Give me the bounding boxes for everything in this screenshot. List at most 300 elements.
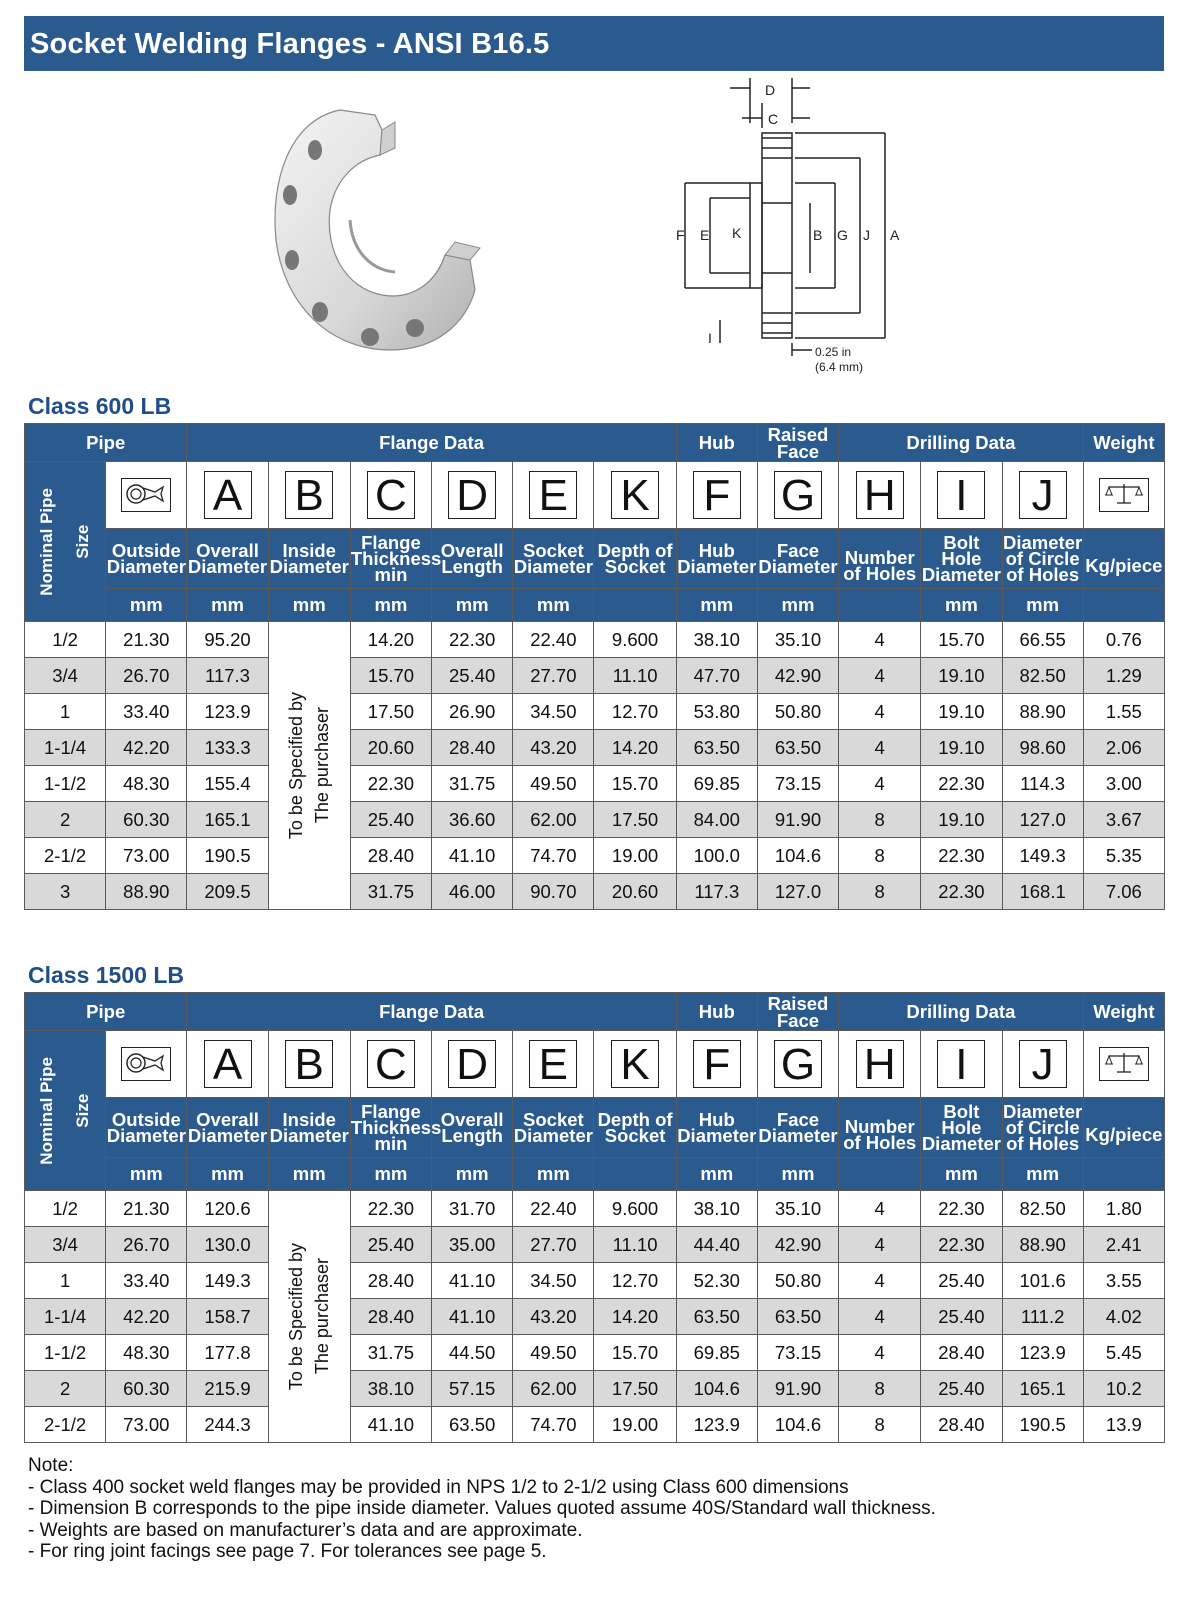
dimension-letter: J xyxy=(1019,1040,1067,1088)
table-cell: 209.5 xyxy=(187,874,268,910)
table-cell: 35.00 xyxy=(432,1227,513,1263)
flange-cross-section-drawing xyxy=(676,78,960,388)
class-600-table xyxy=(24,423,1165,910)
dimension-letter: H xyxy=(856,1040,904,1088)
table-cell: 22.40 xyxy=(513,622,594,658)
table-cell: 28.40 xyxy=(350,1299,431,1335)
table-cell: 9.600 xyxy=(594,1191,676,1227)
dimension-letter: J xyxy=(1019,471,1067,519)
table-cell: 25.40 xyxy=(432,658,513,694)
table-cell: 22.30 xyxy=(921,1227,1002,1263)
unit-cell: mm xyxy=(1002,1158,1083,1191)
header-weight: Weight xyxy=(1083,993,1164,1031)
table-cell: 2-1/2 xyxy=(25,838,106,874)
table-cell: 28.40 xyxy=(350,1263,431,1299)
table-cell: 1/2 xyxy=(25,1191,106,1227)
table-cell: 42.90 xyxy=(757,1227,838,1263)
table-cell: 190.5 xyxy=(187,838,268,874)
scale-icon xyxy=(1099,478,1149,512)
header-weight: Weight xyxy=(1083,424,1164,462)
table-cell: 52.30 xyxy=(676,1263,757,1299)
unit-cell: mm xyxy=(676,1158,757,1191)
sub-header: Overall Length xyxy=(432,1098,513,1158)
sub-header: Bolt Hole Diameter xyxy=(921,529,1002,589)
unit-cell: mm xyxy=(350,589,431,622)
letter-cell xyxy=(839,462,921,529)
pipe-icon-cell xyxy=(106,462,187,529)
letter-cell xyxy=(187,1031,268,1098)
sub-header: Depth of Socket xyxy=(594,529,676,589)
svg-text:K: K xyxy=(732,225,742,241)
table-cell: 149.3 xyxy=(1002,838,1083,874)
table-cell: 22.30 xyxy=(432,622,513,658)
table-cell: 123.9 xyxy=(187,694,268,730)
note-line: - Class 400 socket weld flanges may be provided in NPS 1/2 to 2-1/2 using Class 600 dimensions xyxy=(28,1476,849,1498)
header-raised-face: Raised Face xyxy=(757,993,838,1031)
table-cell: 82.50 xyxy=(1002,1191,1083,1227)
table-cell: 73.15 xyxy=(757,1335,838,1371)
table-cell: 47.70 xyxy=(676,658,757,694)
header-pipe: Pipe xyxy=(25,993,187,1031)
table-cell: 1 xyxy=(25,694,106,730)
table-cell: 63.50 xyxy=(757,1299,838,1335)
table-cell: 22.40 xyxy=(513,1191,594,1227)
unit-cell: mm xyxy=(1002,589,1083,622)
table-cell: 1-1/2 xyxy=(25,1335,106,1371)
sub-header: Face Diameter xyxy=(757,529,838,589)
table-row xyxy=(25,1263,1165,1299)
letter-cell xyxy=(432,462,513,529)
unit-cell: mm xyxy=(757,1158,838,1191)
table-cell: 1 xyxy=(25,1263,106,1299)
table-cell: 4 xyxy=(839,1227,921,1263)
sub-header: Overall Diameter xyxy=(187,529,268,589)
table-cell: 11.10 xyxy=(594,1227,676,1263)
table-cell: 4 xyxy=(839,1191,921,1227)
table-cell: 11.10 xyxy=(594,658,676,694)
table-cell: 28.40 xyxy=(921,1335,1002,1371)
table-cell: 15.70 xyxy=(350,658,431,694)
table-cell: 12.70 xyxy=(594,1263,676,1299)
unit-cell: mm xyxy=(757,589,838,622)
svg-text:0.25 in: 0.25 in xyxy=(815,345,852,359)
table-cell: 22.30 xyxy=(350,1191,431,1227)
table-cell: 4 xyxy=(839,1263,921,1299)
table-cell: 88.90 xyxy=(1002,694,1083,730)
table-cell: 38.10 xyxy=(350,1371,431,1407)
table-cell: 104.6 xyxy=(757,1407,838,1443)
table-cell: 25.40 xyxy=(921,1299,1002,1335)
table-cell: 69.85 xyxy=(676,1335,757,1371)
table-cell: 4 xyxy=(839,622,921,658)
table-cell: 5.35 xyxy=(1083,838,1164,874)
table-cell: 69.85 xyxy=(676,766,757,802)
table-cell: 41.10 xyxy=(432,838,513,874)
table-cell: 4 xyxy=(839,766,921,802)
table-cell: 43.20 xyxy=(513,730,594,766)
table-cell: 90.70 xyxy=(513,874,594,910)
table-cell: 62.00 xyxy=(513,1371,594,1407)
title-bar xyxy=(24,16,1164,71)
table-cell: 35.10 xyxy=(757,1191,838,1227)
table-cell: 244.3 xyxy=(187,1407,268,1443)
table-cell: 104.6 xyxy=(757,838,838,874)
table-cell: 34.50 xyxy=(513,1263,594,1299)
table-cell: 50.80 xyxy=(757,694,838,730)
table-row xyxy=(25,1335,1165,1371)
table-cell: 17.50 xyxy=(594,1371,676,1407)
table-cell: 3/4 xyxy=(25,658,106,694)
table-cell: 19.00 xyxy=(594,1407,676,1443)
table-cell: 101.6 xyxy=(1002,1263,1083,1299)
table-cell: 73.15 xyxy=(757,766,838,802)
table-cell: 48.30 xyxy=(106,1335,187,1371)
table-row xyxy=(25,874,1165,910)
sub-header: Hub Diameter xyxy=(676,1098,757,1158)
table-cell: 26.70 xyxy=(106,658,187,694)
table-cell: 127.0 xyxy=(757,874,838,910)
table-cell: 9.600 xyxy=(594,622,676,658)
table-cell: 117.3 xyxy=(187,658,268,694)
svg-text:B: B xyxy=(813,227,823,243)
table-cell: 12.70 xyxy=(594,694,676,730)
table-cell: 20.60 xyxy=(594,874,676,910)
unit-cell: mm xyxy=(921,1158,1002,1191)
table-cell: 95.20 xyxy=(187,622,268,658)
sub-header: Diameter of Circle of Holes xyxy=(1002,1098,1083,1158)
inside-diameter-note: To be Specified by The purchaser xyxy=(268,1191,350,1443)
table-cell: 88.90 xyxy=(1002,1227,1083,1263)
table-cell: 82.50 xyxy=(1002,658,1083,694)
scale-icon xyxy=(1099,1047,1149,1081)
dimension-letter: G xyxy=(774,471,822,519)
table-cell: 158.7 xyxy=(187,1299,268,1335)
svg-text:G: G xyxy=(837,227,848,243)
dimension-letter: F xyxy=(693,471,741,519)
table-cell: 0.76 xyxy=(1083,622,1164,658)
table-cell: 1/2 xyxy=(25,622,106,658)
table-cell: 168.1 xyxy=(1002,874,1083,910)
header-drilling-data: Drilling Data xyxy=(839,424,1084,462)
table-cell: 2.06 xyxy=(1083,730,1164,766)
table-cell: 31.75 xyxy=(350,1335,431,1371)
unit-cell: mm xyxy=(921,589,1002,622)
table-cell: 19.10 xyxy=(921,730,1002,766)
table-cell: 8 xyxy=(839,874,921,910)
table-cell: 73.00 xyxy=(106,838,187,874)
table-cell: 25.40 xyxy=(921,1263,1002,1299)
table-row xyxy=(25,694,1165,730)
letter-cell xyxy=(268,1031,350,1098)
letter-cell xyxy=(432,1031,513,1098)
table-cell: 13.9 xyxy=(1083,1407,1164,1443)
pipe-icon-cell xyxy=(106,1031,187,1098)
table-cell: 155.4 xyxy=(187,766,268,802)
page-title: Socket Welding Flanges - ANSI B16.5 xyxy=(30,28,550,60)
table-cell: 22.30 xyxy=(921,766,1002,802)
dimension-letter: C xyxy=(367,471,415,519)
table-cell: 49.50 xyxy=(513,1335,594,1371)
table-cell: 88.90 xyxy=(106,874,187,910)
table-cell: 4 xyxy=(839,730,921,766)
sub-header: Overall Length xyxy=(432,529,513,589)
sub-header: Outside Diameter xyxy=(106,529,187,589)
sub-header: Socket Diameter xyxy=(513,529,594,589)
table-cell: 5.45 xyxy=(1083,1335,1164,1371)
table-cell: 19.00 xyxy=(594,838,676,874)
table-row xyxy=(25,622,1165,658)
dimension-letter: I xyxy=(937,1040,985,1088)
table-cell: 28.40 xyxy=(432,730,513,766)
table-cell: 3.00 xyxy=(1083,766,1164,802)
letter-cell xyxy=(350,462,431,529)
table-cell: 1-1/2 xyxy=(25,766,106,802)
table-cell: 100.0 xyxy=(676,838,757,874)
table-row xyxy=(25,838,1165,874)
table-cell: 60.30 xyxy=(106,1371,187,1407)
table-cell: 28.40 xyxy=(921,1407,1002,1443)
table-cell: 8 xyxy=(839,1371,921,1407)
table-cell: 4 xyxy=(839,1299,921,1335)
svg-text:E: E xyxy=(700,227,710,243)
table-cell: 63.50 xyxy=(676,730,757,766)
sub-header: Bolt Hole Diameter xyxy=(921,1098,1002,1158)
table-cell: 38.10 xyxy=(676,622,757,658)
table-cell: 28.40 xyxy=(350,838,431,874)
table-cell: 17.50 xyxy=(350,694,431,730)
sub-header: Inside Diameter xyxy=(268,529,350,589)
svg-text:A: A xyxy=(890,227,900,243)
svg-text:I: I xyxy=(708,330,712,346)
table-cell: 2-1/2 xyxy=(25,1407,106,1443)
table-cell: 63.50 xyxy=(757,730,838,766)
table-cell: 1.80 xyxy=(1083,1191,1164,1227)
letter-cell xyxy=(757,462,838,529)
table-cell: 25.40 xyxy=(350,802,431,838)
unit-cell: mm xyxy=(187,589,268,622)
table-cell: 111.2 xyxy=(1002,1299,1083,1335)
header-hub: Hub xyxy=(676,993,757,1031)
table-cell: 8 xyxy=(839,802,921,838)
table-cell: 20.60 xyxy=(350,730,431,766)
table-cell: 19.10 xyxy=(921,658,1002,694)
sub-header: Socket Diameter xyxy=(513,1098,594,1158)
table-cell: 62.00 xyxy=(513,802,594,838)
dimension-letter: C xyxy=(367,1040,415,1088)
sub-header: Diameter of Circle of Holes xyxy=(1002,529,1083,589)
letter-cell xyxy=(513,1031,594,1098)
table-cell: 33.40 xyxy=(106,1263,187,1299)
sub-header: Overall Diameter xyxy=(187,1098,268,1158)
unit-cell xyxy=(839,1158,921,1191)
table-cell: 73.00 xyxy=(106,1407,187,1443)
header-hub: Hub xyxy=(676,424,757,462)
unit-cell: mm xyxy=(106,589,187,622)
table-cell: 48.30 xyxy=(106,766,187,802)
table-cell: 3/4 xyxy=(25,1227,106,1263)
table-cell: 50.80 xyxy=(757,1263,838,1299)
table-cell: 4 xyxy=(839,658,921,694)
letter-cell xyxy=(676,1031,757,1098)
unit-cell: mm xyxy=(676,589,757,622)
unit-cell: mm xyxy=(268,589,350,622)
table-cell: 190.5 xyxy=(1002,1407,1083,1443)
letter-cell xyxy=(757,1031,838,1098)
sub-header: Flange Thickness min xyxy=(350,1098,431,1158)
table-cell: 15.70 xyxy=(921,622,1002,658)
note-line: - For ring joint facings see page 7. For tolerances see page 5. xyxy=(28,1541,547,1562)
sub-header: Depth of Socket xyxy=(594,1098,676,1158)
table-cell: 26.90 xyxy=(432,694,513,730)
table-cell: 26.70 xyxy=(106,1227,187,1263)
header-flange-data: Flange Data xyxy=(187,993,676,1031)
dimension-letter: E xyxy=(529,471,577,519)
table-cell: 22.30 xyxy=(350,766,431,802)
unit-cell: mm xyxy=(432,589,513,622)
unit-cell: mm xyxy=(106,1158,187,1191)
letter-cell xyxy=(839,1031,921,1098)
table-row xyxy=(25,1407,1165,1443)
table-cell: 21.30 xyxy=(106,1191,187,1227)
dimension-letter: G xyxy=(774,1040,822,1088)
dimension-letter: F xyxy=(693,1040,741,1088)
dimension-letter: B xyxy=(285,471,333,519)
svg-text:(6.4 mm): (6.4 mm) xyxy=(815,360,863,374)
table-cell: 57.15 xyxy=(432,1371,513,1407)
letter-cell xyxy=(594,462,676,529)
sub-header: Face Diameter xyxy=(757,1098,838,1158)
note-line: Note: xyxy=(28,1455,74,1476)
table-cell: 104.6 xyxy=(676,1371,757,1407)
header-nominal-pipe-size: Nominal Pipe Size xyxy=(25,462,106,622)
flange-illustration xyxy=(270,100,510,370)
table-cell: 8 xyxy=(839,1407,921,1443)
dimension-letter: K xyxy=(611,1040,659,1088)
sub-header: Outside Diameter xyxy=(106,1098,187,1158)
table-cell: 1.29 xyxy=(1083,658,1164,694)
table-cell: 215.9 xyxy=(187,1371,268,1407)
svg-text:F: F xyxy=(676,227,685,243)
svg-text:C: C xyxy=(768,111,779,127)
dimension-letter: A xyxy=(204,1040,252,1088)
dimension-letter: H xyxy=(856,471,904,519)
class-1500-table xyxy=(24,992,1165,1443)
table-cell: 8 xyxy=(839,838,921,874)
letter-cell xyxy=(676,462,757,529)
note-line: - Dimension B corresponds to the pipe inside diameter. Values quoted assume 40S/Standard wall thickness. xyxy=(28,1498,936,1519)
header-raised-face: Raised Face xyxy=(757,424,838,462)
table-cell: 98.60 xyxy=(1002,730,1083,766)
letter-cell xyxy=(268,462,350,529)
table-cell: 31.75 xyxy=(350,874,431,910)
table-cell: 117.3 xyxy=(676,874,757,910)
unit-cell xyxy=(1083,1158,1164,1191)
table-cell: 3 xyxy=(25,874,106,910)
table-cell: 1-1/4 xyxy=(25,1299,106,1335)
svg-text:D: D xyxy=(765,82,776,98)
table-row xyxy=(25,730,1165,766)
table-cell: 120.6 xyxy=(187,1191,268,1227)
table-cell: 19.10 xyxy=(921,802,1002,838)
table-cell: 44.50 xyxy=(432,1335,513,1371)
table-cell: 43.20 xyxy=(513,1299,594,1335)
unit-cell: mm xyxy=(268,1158,350,1191)
table-cell: 19.10 xyxy=(921,694,1002,730)
dimension-letter: D xyxy=(448,1040,496,1088)
table-cell: 22.30 xyxy=(921,838,1002,874)
dimension-letter: E xyxy=(529,1040,577,1088)
table-cell: 22.30 xyxy=(921,1191,1002,1227)
table-cell: 14.20 xyxy=(594,1299,676,1335)
table-cell: 36.60 xyxy=(432,802,513,838)
unit-cell xyxy=(839,589,921,622)
note-line: - Weights are based on manufacturer’s data and are approximate. xyxy=(28,1519,583,1541)
table-cell: 14.20 xyxy=(350,622,431,658)
table-cell: 1.55 xyxy=(1083,694,1164,730)
letter-cell xyxy=(1002,462,1083,529)
dimension-letter: I xyxy=(937,471,985,519)
letter-cell xyxy=(513,462,594,529)
table-cell: 21.30 xyxy=(106,622,187,658)
table-cell: 7.06 xyxy=(1083,874,1164,910)
table-cell: 165.1 xyxy=(187,802,268,838)
sub-header: Flange Thickness min xyxy=(350,529,431,589)
letter-cell xyxy=(594,1031,676,1098)
pipe-socket-icon xyxy=(121,1047,171,1081)
table-cell: 2 xyxy=(25,802,106,838)
inside-diameter-note: To be Specified by The purchaser xyxy=(268,622,350,910)
sub-header: Hub Diameter xyxy=(676,529,757,589)
table-cell: 149.3 xyxy=(187,1263,268,1299)
class-1500-title: Class 1500 LB xyxy=(28,962,184,988)
table-cell: 15.70 xyxy=(594,1335,676,1371)
header-pipe: Pipe xyxy=(25,424,187,462)
table-cell: 17.50 xyxy=(594,802,676,838)
table-cell: 127.0 xyxy=(1002,802,1083,838)
table-cell: 3.67 xyxy=(1083,802,1164,838)
table-cell: 165.1 xyxy=(1002,1371,1083,1407)
class-600-title: Class 600 LB xyxy=(28,393,172,419)
table-cell: 42.90 xyxy=(757,658,838,694)
table-cell: 42.20 xyxy=(106,1299,187,1335)
table-cell: 3.55 xyxy=(1083,1263,1164,1299)
table-row xyxy=(25,766,1165,802)
weight-icon-cell xyxy=(1083,462,1164,529)
table-row xyxy=(25,802,1165,838)
table-cell: 33.40 xyxy=(106,694,187,730)
letter-cell xyxy=(187,462,268,529)
table-cell: 2 xyxy=(25,1371,106,1407)
table-cell: 91.90 xyxy=(757,1371,838,1407)
dimension-letter: A xyxy=(204,471,252,519)
table-cell: 31.75 xyxy=(432,766,513,802)
table-cell: 44.40 xyxy=(676,1227,757,1263)
unit-cell: mm xyxy=(432,1158,513,1191)
notes xyxy=(28,1455,936,1563)
table-cell: 123.9 xyxy=(1002,1335,1083,1371)
svg-text:J: J xyxy=(863,227,870,243)
table-cell: 4 xyxy=(839,694,921,730)
table-cell: 130.0 xyxy=(187,1227,268,1263)
table-cell: 60.30 xyxy=(106,802,187,838)
weight-icon-cell xyxy=(1083,1031,1164,1098)
table-cell: 2.41 xyxy=(1083,1227,1164,1263)
sub-header: Kg/piece xyxy=(1083,1098,1164,1158)
table-cell: 74.70 xyxy=(513,1407,594,1443)
table-cell: 35.10 xyxy=(757,622,838,658)
unit-cell xyxy=(594,589,676,622)
pipe-socket-icon xyxy=(121,478,171,512)
